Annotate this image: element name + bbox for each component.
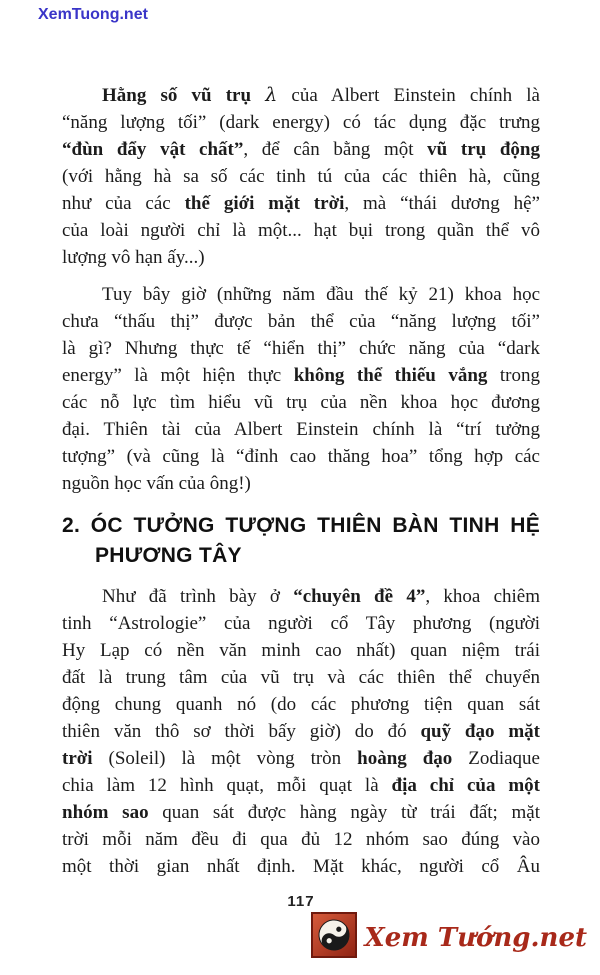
- footer-logo-text: Xem Tướng.net: [364, 922, 587, 953]
- text-run: đất là trung tâm của vũ trụ và các thiên thể chuyển: [62, 667, 540, 688]
- text-run: các nỗ lực tìm hiểu vũ trụ của nền khoa học đương: [62, 392, 540, 413]
- text-run: PHƯƠNG TÂY: [95, 544, 242, 567]
- text-line: [62, 163, 540, 190]
- text-run: , mà “thái dương hệ”: [344, 193, 540, 214]
- text-run: đại. Thiên tài của Albert Einstein chính là “trí tưởng: [62, 419, 540, 440]
- text-run: tượng” (và cũng là “đỉnh cao thăng hoa” tổng hợp các: [62, 446, 540, 467]
- text-run: (với hằng hà sa số các tinh tú của các thiên hà, cũng: [62, 166, 540, 187]
- text-line: [62, 772, 540, 799]
- text-line: [62, 362, 540, 389]
- text-line: [62, 583, 540, 610]
- text-line: [62, 136, 540, 163]
- text-line: [62, 637, 540, 664]
- text-run: trời mỗi năm đều đi qua đủ 12 nhóm sao đúng vào: [62, 829, 540, 850]
- text-run: địa chỉ của một: [391, 775, 540, 796]
- watermark-top-link[interactable]: XemTuong.net: [38, 6, 148, 23]
- text-run: chia làm 12 hình quạt, mỗi quạt là: [62, 775, 392, 796]
- text-line: [62, 826, 540, 853]
- text-run: energy” là một hiện thực: [62, 365, 294, 386]
- text-line: [62, 745, 540, 772]
- text-line: [62, 389, 540, 416]
- text-line: [62, 281, 540, 308]
- footer-logo-link[interactable]: [311, 912, 587, 963]
- text-line: [62, 443, 540, 470]
- text-run: trời: [62, 748, 93, 769]
- text-run: quỹ đạo mặt: [420, 721, 540, 742]
- text-line: [62, 541, 540, 571]
- text-line: [62, 244, 540, 271]
- page-number: 117: [287, 893, 315, 910]
- text-run: λ: [265, 84, 278, 106]
- text-run: hoàng đạo: [357, 748, 453, 769]
- text-run: Hằng số vũ trụ: [102, 85, 266, 106]
- text-line: [62, 308, 540, 335]
- text-run: nguồn học vấn của ông!): [62, 473, 251, 494]
- text-run: nhóm sao: [62, 802, 149, 823]
- content: [62, 82, 540, 890]
- text-run: một thời gian nhất định. Mặt khác, người cổ Âu: [62, 856, 540, 877]
- paragraph: [62, 82, 540, 271]
- text-run: “đùn đẩy vật chất”: [62, 139, 244, 160]
- text-run: lượng vô hạn ấy...): [62, 247, 205, 268]
- text-run: như của các: [62, 193, 185, 214]
- paragraph: [62, 281, 540, 497]
- text-run: , khoa chiêm: [425, 586, 540, 607]
- text-run: của loài người chỉ là một... hạt bụi trong quần thể vô: [62, 220, 540, 241]
- text-run: tinh “Astrologie” của người cổ Tây phương (người: [62, 613, 540, 634]
- text-run: Zodiaque: [452, 748, 540, 769]
- text-line: [62, 335, 540, 362]
- text-line: [62, 799, 540, 826]
- text-run: , để cân bằng một: [243, 139, 428, 160]
- text-line: [62, 718, 540, 745]
- text-run: “năng lượng tối” (dark energy) có tác dụng đặc trưng: [62, 112, 540, 133]
- text-run: quan sát được hàng ngày từ trái đất; mặt: [148, 802, 540, 823]
- yin-yang-icon: [311, 912, 357, 963]
- text-run: chưa “thấu thị” được bản thể của “năng lượng tối”: [62, 311, 540, 332]
- text-run: Như đã trình bày ở: [102, 586, 294, 607]
- text-run: vũ trụ động: [427, 139, 540, 160]
- text-line: [62, 82, 540, 109]
- paragraph: [62, 583, 540, 880]
- text-line: [62, 470, 540, 497]
- text-line: [62, 190, 540, 217]
- text-run: động chung quanh nó (do các phương tiện quan sát: [62, 694, 540, 715]
- section-heading: [62, 511, 540, 571]
- text-line: [62, 511, 540, 541]
- text-run: 2. ÓC TƯỞNG TƯỢNG THIÊN BÀN TINH HỆ: [62, 514, 540, 537]
- text-run: thế giới mặt trời: [184, 193, 345, 214]
- text-line: [62, 610, 540, 637]
- text-run: Tuy bây giờ (những năm đầu thế kỷ 21) khoa học: [102, 284, 540, 305]
- text-run: thiên văn thô sơ thời bấy giờ) do đó: [62, 721, 421, 742]
- text-run: trong: [487, 365, 540, 386]
- text-run: là gì? Nhưng thực tế “hiển thị” chức năng của “dark: [62, 338, 540, 359]
- text-run: không thể thiếu vắng: [293, 365, 488, 386]
- text-line: [62, 416, 540, 443]
- text-run: “chuyên đề 4”: [293, 586, 426, 607]
- text-line: [62, 691, 540, 718]
- text-line: [62, 217, 540, 244]
- text-run: của Albert Einstein chính là: [277, 85, 540, 106]
- text-line: [62, 109, 540, 136]
- text-run: Hy Lạp có nền văn minh cao nhất) quan niệm trái: [62, 640, 540, 661]
- text-line: [62, 664, 540, 691]
- text-run: (Soleil) là một vòng tròn: [92, 748, 358, 769]
- text-line: [62, 853, 540, 880]
